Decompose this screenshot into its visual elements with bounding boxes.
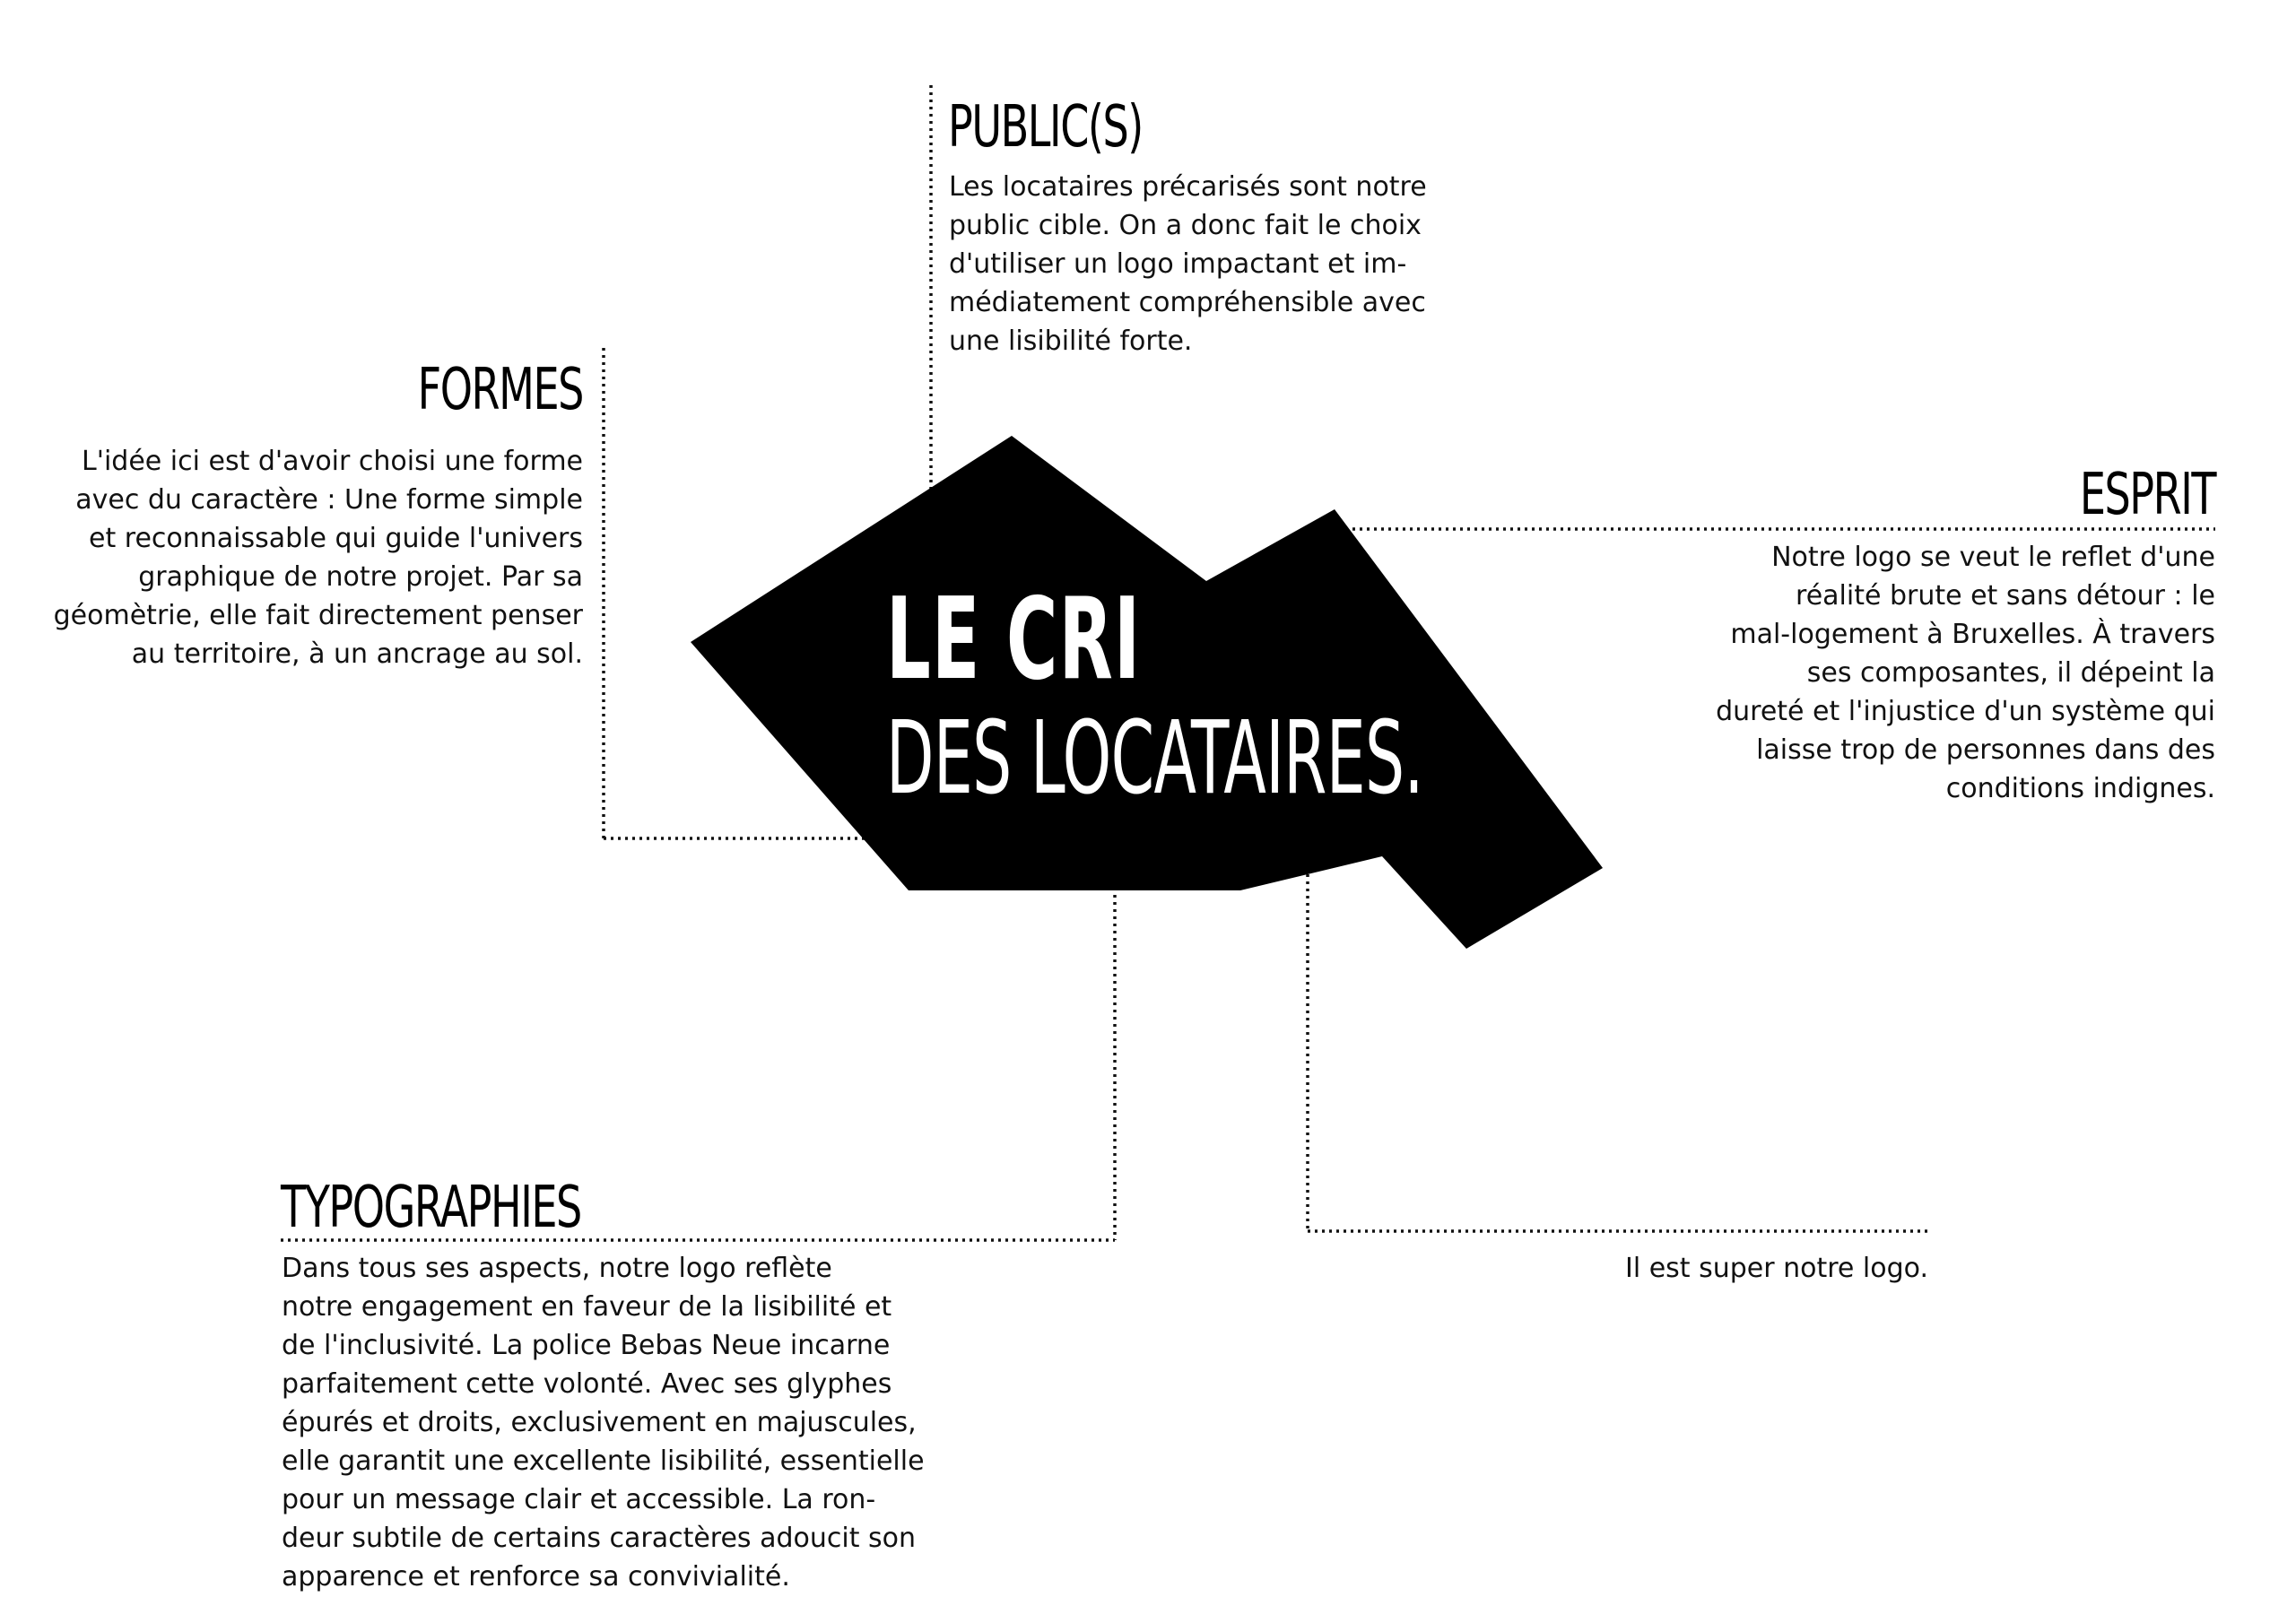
typographies-heading: TYPOGRAPHIES xyxy=(281,1175,581,1241)
logo-title-line1: LE CRI xyxy=(886,573,1142,705)
publics-heading: PUBLIC(S) xyxy=(948,94,1143,161)
publics-text: Les locataires précarisés sont notre public cible. On a donc fait le choix d'utiliser un logo impactant et im- médiatement compréhensible avec une lisibilité forte. xyxy=(949,171,1427,357)
formes-heading: FORMES xyxy=(417,357,583,423)
logo-title-line2: DES LOCATAIRES. xyxy=(886,700,1423,817)
typographies-text: Dans tous ses aspects, notre logo reflète notre engagement en faveur de la lisibilité et de l'inclusivité. La police Bebas Neue incarne parfaitement cette volonté. Avec ses glyphes épurés et droits, exclusivement en majuscules, elle garantit une excellente lisibilité, essentielle pour un message clair et accessible. La ron- deur subtile de certains caractères adoucit son apparence et renforce sa convivialité. xyxy=(282,1253,925,1593)
note-text: Il est super notre logo. xyxy=(1624,1253,1928,1284)
esprit-text: Notre logo se veut le reflet d'une réalité brute et sans détour : le mal-logement à Bruxelles. À travers ses composantes, il dépeint la dureté et l'injustice d'un système qui laisse trop de personnes dans des conditions indignes. xyxy=(1716,542,2215,804)
esprit-heading: ESPRIT xyxy=(2079,462,2215,528)
formes-text: L'idée ici est d'avoir choisi une forme avec du caractère : Une forme simple et reconnaissable qui guide l'univers graphique de notre projet. Par sa géomètrie, elle fait directement penser au territoire, à un ancrage au sol. xyxy=(53,446,583,670)
logo-shape xyxy=(691,436,1603,949)
